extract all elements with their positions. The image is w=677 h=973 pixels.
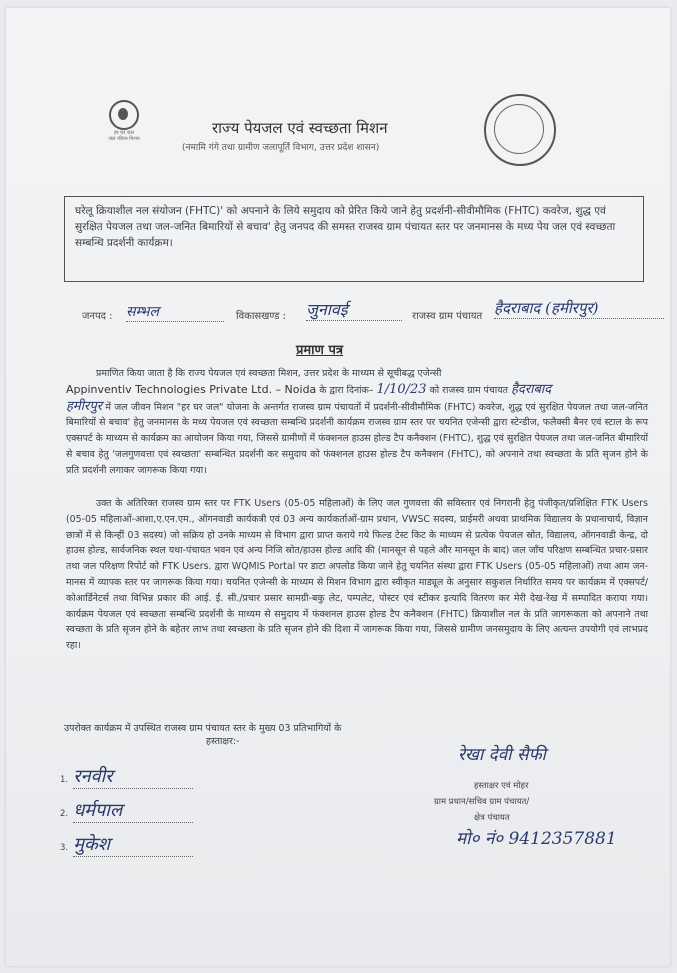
paragraph-1-rest: में जल जीवन मिशन "हर घर जल" योजना के अन्तर्गत राजस्व ग्राम पंचायतों में प्रदर्शनी-सीवीमौमिक (FHTC) कवरेज, शुद्ध एवं सुरक्षित पेयजल तथा जल-जनित बिमारियों से बचाव' हेतु जनमानस के मध्य पेयजल एवं स्वच्छता सम्बन्धि प्रदर्शनी कार्यक्रम राजस्व ग्राम स्तर पर चयनित एजेन्सी द्वारा स्टेन्डीज, फलैक्सी बैनर एवं स्टाल के रूप एक्सपर्ट के माध्यम से कार्यक्रम का आयोजन किया गया, जिससे ग्रामीणों में फंक्शनल हाउस होल्ड टैप कनैक्शन (FHTC), शुद्ध एवं सुरक्षित पेयजल तथा जल-जनित बीमारियों से बचाव हेतु 'जलगुणवत्ता एवं स्वच्छता' सम्बन्धित प्रदर्शनी कर समुदाय को फंक्शनल हाउस होल्ड टैप कनैक्शन (FHTC), को अपनाने तथा स्वच्छता के प्रति सृजन होने के प्रति प्रदर्शनी लगाकर जागरूक किया गया। [66, 401, 648, 476]
village-value: हैदराबाद (हमीरपुर) [494, 298, 664, 319]
village-suffix: को राजस्व ग्राम पंचायत [429, 384, 509, 396]
district-value: सम्भल [126, 302, 224, 322]
date-prefix: के द्वारा दिनांक– [319, 384, 374, 396]
logo-caption: हर घर जल जल जीवन मिशन [108, 130, 140, 142]
participant-1-signature: रनवीर [73, 764, 193, 789]
pradhan-signature: रेखा देवी सैफी [458, 745, 546, 765]
certificate-paragraph-2: उक्त के अतिरिक्त राजस्व ग्राम स्तर पर FTK Users (05-05 महिलाओं) के लिए जल गुणवत्ता की सविस्तार एवं निगरानी हेतु पंजीकृत/प्रशिक्षित FTK Users (05-05 महिलाओं-आशा,ए.एन.एम., ऑगनवाडी कार्यकत्री एवं 03 अन्य कार्यकर्ताओं-ग्राम प्रधान, VWSC सदस्य, प्राईमरी अथवा प्राथमिक विद्यालय के प्रधानाचार्य, विज्ञान छात्रों में से किन्हीं 03 सदस्य) जो सक्रिय हो उनके माध्यम से विभाग द्वारा प्राप्त कराये गये फिल्ड टेस्ट किट के माध्यम से प्रत्येक पेयजल स्रोत, विद्यालय, ऑगनवाडी केन्द्र, दो हाउस होल्ड, सार्वजनिक स्थल यथा-पंचायत भवन एवं अन्य निजि स्रोत/हाउस होल्ड आदि की (मानसून से पहले और मानसून के बाद) जल जाँच परिक्षण सम्बन्धित प्रचार-प्रसार तथा जल परिक्षण रिपोर्ट को FTK Users. द्वारा WQMIS Portal पर डाटा अपलोड किया जाने हेतु चयनित संस्था द्वारा FTK Users (05-05 महिलाओं) तथा आम जन-मानस में व्यापक स्तर पर जागरूक किया गया। चयनित एजेन्सी के माध्यम से मिशन विभाग द्वारा स्वीकृत माड्यूल के अनुसार सकुशल निर्धारित समय पर कार्यक्रम में एक्सपर्ट/कोआर्डिनेटर्स तथा विभिन्न प्रकार की आई. ई. सी./प्रचार प्रसार सामग्री-बकु लेट, पम्पलेट, पोस्टर एवं स्टीकर इत्यादि वितरण कर मेरी देख-रेख में सम्पादित कराया गया। कार्यक्रम पेयजल एवं स्वच्छता सम्बन्धि प्रदर्शनी के माध्यम से समुदाय में फंक्शनल हाउस होल्ड टैप कनैक्शन (FHTC) क्रियाशील नल के प्रति जागरूकता को अपनाने तथा स्वच्छता के प्रति सृजन होने के बहेतर लाभ तथा स्वच्छता के प्रति सृजन होने की दिशा में जागरूक किया गया, जिससे ग्रामीण जनसमुदाय के लिए अत्यन्त उपयोगी एवं लाभप्रद रहा। [66, 498, 648, 652]
certificate-paragraph-1 [66, 366, 648, 479]
department-subtitle: (नमामि गंगे तथा ग्रामीण जलापूर्ति विभाग, उत्तर प्रदेश शासन) [182, 143, 380, 153]
district-label: जनपद : [82, 311, 113, 322]
up-government-seal [484, 94, 556, 166]
signature-caption-1: हस्ताक्षर एवं मोहर [474, 781, 529, 791]
participant-3: 3. मुकेश [60, 832, 193, 857]
participant-2: 2. धर्मपाल [60, 798, 193, 823]
certificate-page [6, 8, 670, 966]
participant-2-signature: धर्मपाल [73, 798, 193, 823]
village-handwritten: हैदराबाद [511, 381, 552, 397]
jal-jeevan-mission-logo [104, 100, 144, 142]
programme-description-box: घरेलू क्रियाशील नल संयोजन (FHTC)' को अपनाने के लिये समुदाय को प्रेरित किये जाने हेतु प्रदर्शनी-सीवीमौमिक (FHTC) कवरेज, शुद्ध एवं सुरक्षित पेयजल तथा जल-जनित बिमारियों से बचाव' हेतु जनपद की समस्त राजस्व ग्राम पंचायत स्तर पर जनमानस के मध्य पेय जल एवं स्वच्छता सम्बन्धि प्रदर्शनी कार्यक्रम। [64, 196, 644, 282]
signature-caption-2: ग्राम प्रधान/सचिव ग्राम पंचायत/ [434, 797, 530, 807]
village-handwritten-2: हमीरपुर [66, 398, 103, 414]
water-drop-icon [109, 100, 139, 130]
programme-date: 1/10/23 [376, 381, 427, 397]
block-value: जुनावई [306, 298, 402, 321]
seal-emblem-icon [494, 104, 544, 154]
signature-intro-2: हस्ताक्षर:- [206, 736, 240, 747]
block-label: विकासखण्ड : [236, 311, 287, 322]
participant-3-signature: मुकेश [73, 832, 193, 857]
certificate-heading: प्रमाण पत्र [296, 343, 344, 358]
village-label: राजस्व ग्राम पंचायत [412, 311, 483, 322]
signature-caption-3: क्षेत्र पंचायत [474, 813, 510, 823]
mobile-number: मो० नं० 9412357881 [456, 829, 617, 849]
paragraph-1-intro: प्रमाणित किया जाता है कि राज्य पेयजल एवं स्वच्छता मिशन, उत्तर प्रदेश के माध्यम से सूचीबद्ध एजेन्सी [96, 368, 442, 379]
agency-name: Appinventiv Technologies Private Ltd. – Noida [66, 382, 317, 396]
mission-title: राज्य पेयजल एवं स्वच्छता मिशन [212, 119, 388, 137]
participant-1: 1. रनवीर [60, 764, 193, 789]
signature-intro: उपरोक्त कार्यक्रम में उपस्थित राजस्व ग्राम पंचायत स्तर के मुख्य 03 प्रतिभागियों के [64, 723, 342, 734]
